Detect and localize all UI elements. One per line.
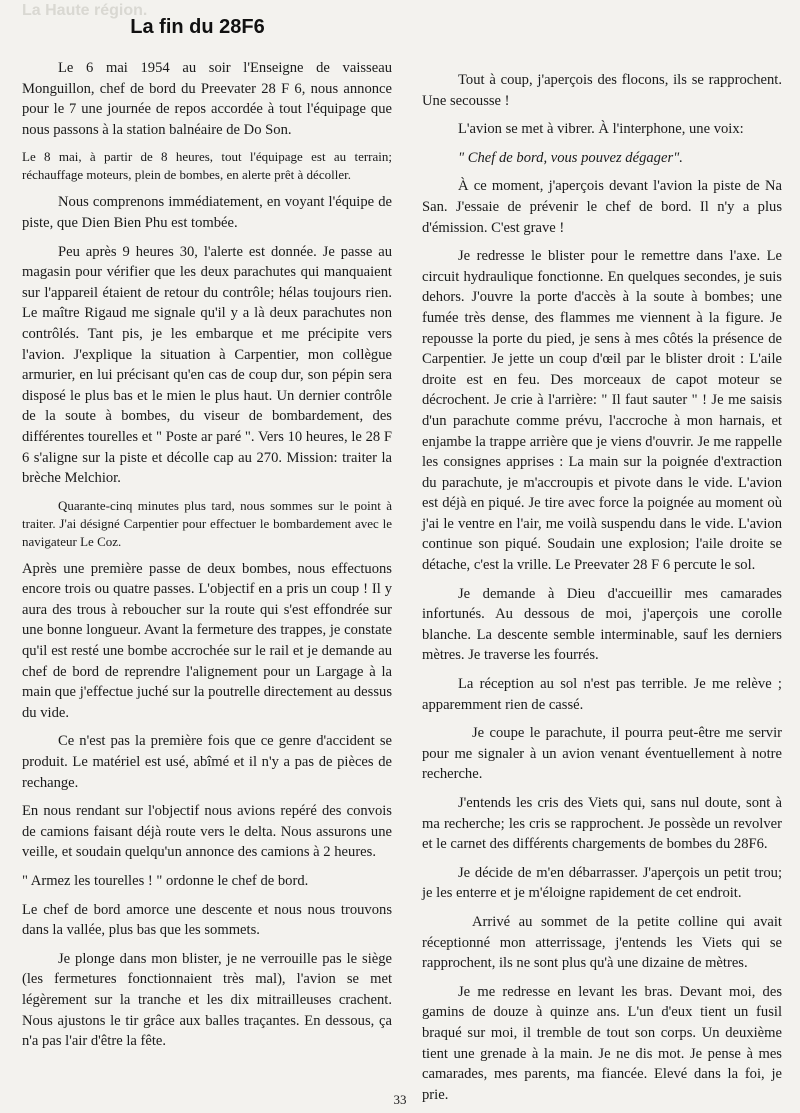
- paragraph: L'avion se met à vibrer. À l'interphone, une voix:: [458, 121, 744, 138]
- paragraph: Tout à coup, j'aperçois des flocons, ils se rapprochent. Une secousse !: [422, 72, 782, 109]
- paragraph: Le chef de bord amorce une descente et nous nous trouvons dans la vallée, plus bas que les sommets.: [22, 901, 392, 939]
- paragraph: Je décide de m'en débarrasser. J'aperçois un petit trou; je les enterre et je m'éloigne rapidement de cet endroit.: [422, 864, 782, 902]
- paragraph: Ce n'est pas la première fois que ce genre d'accident se produit. Le matériel est usé, abîmé et il n'y a pas de pièces de rechange.: [22, 733, 392, 791]
- paragraph: Quarante-cinq minutes plus tard, nous sommes sur le point à traiter. J'ai désigné Carpentier pour effectuer le bombardement avec le navigateur Le Coz.: [22, 497, 392, 549]
- page-number: 33: [393, 1092, 407, 1107]
- right-column: [422, 70, 782, 1113]
- paragraph: J'entends les cris des Viets qui, sans nul doute, sont à ma recherche; les cris se rapprochent. Je possède un revolver et le carnet des différents chargements de bombes du 28F6.: [422, 795, 782, 853]
- paragraph: Je me redresse en levant les bras. Devant moi, des gamins de douze à quinze ans. L'un d'eux tient un fusil braqué sur moi, il tremble de tout son corps. Un deuxième tient une grenade à la main. Je ne dis mot. Je pense à mes camarades, mes parents, ma fiancée. Elevé dans la foi, je prie.: [422, 983, 782, 1103]
- paragraph: À ce moment, j'aperçois devant l'avion la piste de Na San. J'essaie de prévenir le chef de bord. Il n'y a plus d'émission. C'est grave !: [422, 178, 782, 236]
- paragraph: Je redresse le blister pour le remettre dans l'axe. Le circuit hydraulique fonctionne. En quelques secondes, je suis dehors. J'ouvre la porte d'accès à la soute à bombes; une fumée très dense, des flammes me viennent à la figure. Je repousse la porte du pied, je sens à mes côtés la présence de Carpentier. Je jette un coup d'œil par le blister droit : L'aile droite est en feu. Des morceaux de capot moteur se décrochent. Je crie à l'arrière: " Il faut sauter " ! Je me saisis d'un parachute comme prévu, l'accroche à mon harnais, et enjambe la trappe arrière que je viens d'ouvrir. Je me rappelle les consignes apprises : La main sur la poignée d'extraction du parachute, je m'accroupis et pivote dans le vide. L'avion est déjà en piqué. Je tire avec force la poignée au moment où j'ai le ventre en l'air, me voilà suspendu dans le vide. L'avion continue son piqué. Soudain une explosion; l'aile droite se détache, c'est la vrille. Le Preevater 28 F 6 percute le sol.: [422, 248, 782, 574]
- left-column: [22, 58, 392, 1060]
- paragraph: La réception au sol n'est pas terrible. Je me relève ; apparemment rien de cassé.: [422, 676, 782, 713]
- paragraph: Je plonge dans mon blister, je ne verrouille pas le siège (les fermetures fonctionnaient très mal), l'avion se met légèrement sur la tranche et les dix mitrailleuses crachent. Nous ajustons le tir grâce aux balles traçantes. En dessous, ça n'a pas l'air d'être la fête.: [22, 950, 392, 1050]
- paragraph: Je coupe le parachute, il pourra peut-être me servir pour me signaler à un avion venant éventuellement à notre recherche.: [422, 725, 782, 783]
- paragraph: Peu après 9 heures 30, l'alerte est donnée. Je passe au magasin pour vérifier que les deux parachutes qui manquaient sur l'appareil étaient de retour du contrôle; hélas toujours rien. Le maître Rigaud me signale qu'il y a là deux parachutes non contrôlés. Tant pis, je les embarque et me précipite vers l'avion. J'explique la situation à Carpentier, mon collègue armurier, en lui précisant qu'en cas de coup dur, son pépin sera disposé le plus bas et le mien le plus haut. Un dernier contrôle de la soute à bombes, du viseur de bombardement, des différentes tourelles et " Poste ar paré ". Vers 10 heures, le 28 F 6 s'aligne sur la piste et décolle cap au 270. Mission: traiter la brèche Melchior.: [22, 243, 392, 487]
- paragraph: " Armez les tourelles ! " ordonne le chef de bord.: [22, 873, 309, 889]
- paragraph: " Chef de bord, vous pouvez dégager".: [458, 149, 683, 166]
- paragraph: Je demande à Dieu d'accueillir mes camarades infortunés. Au dessous de moi, j'aperçois une corolle blanche. La descente semble interminable, sauf les derniers mètres. Je traverse les fourrés.: [422, 585, 782, 664]
- paragraph: Le 6 mai 1954 au soir l'Enseigne de vaisseau Monguillon, chef de bord du Preevater 28 F 6, nous annonce pour le 7 une journée de repos accordée à tout l'équipage que nous passons à la station balnéaire de Do Son.: [22, 60, 392, 138]
- paragraph: Arrivé au sommet de la petite colline qui avait réceptionné mon atterrissage, j'entends les Viets qui se rapprochent, ils ne sont plus qu'à une dizaine de mètres.: [422, 913, 782, 972]
- paragraph: Le 8 mai, à partir de 8 heures, tout l'équipage est au terrain; réchauffage moteurs, plein de bombes, en alerte prêt à décoller.: [22, 149, 392, 183]
- bleed-through-heading: La Haute région.: [22, 2, 148, 19]
- paragraph: Nous comprenons immédiatement, en voyant l'équipe de piste, que Dien Bien Phu est tombée.: [22, 194, 392, 231]
- paragraph: Après une première passe de deux bombes, nous effectuons encore trois ou quatre passes. L'objectif en a pris un coup ! Il y aura des trous à reboucher sur la route qui s'est effondrée sur une bonne longueur. Avant la fermeture des trappes, je constate qu'il est resté une bombe accrochée sur le rail et je demande au chef de bord de reprendre l'alignement pour un Largage à la main que j'effectue juché sur la poutrelle directement au dessus du vide.: [22, 560, 392, 721]
- article-title: La fin du 28F6: [130, 16, 265, 38]
- paragraph: En nous rendant sur l'objectif nous avions repéré des convois de camions faisant déjà route vers le delta. Nous assurons une veille, et soudain quelqu'un annonce des camions à 2 heures.: [22, 803, 392, 861]
